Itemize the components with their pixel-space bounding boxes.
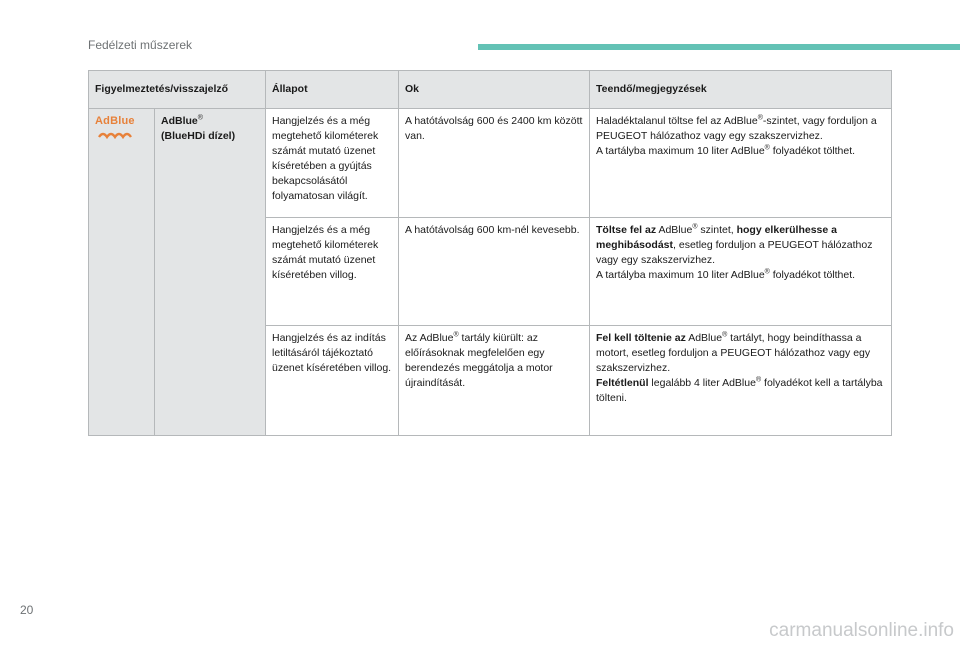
status-cell: Hangjelzés és a még megtehető kilométerek számát mutató üzenet kíséretében villog. <box>266 218 399 326</box>
wave-icon <box>95 131 135 139</box>
action-text-bold: Töltse fel az <box>596 224 657 236</box>
action-text: A tartályba maximum 10 liter AdBlue <box>596 269 765 281</box>
adblue-icon-label: AdBlue <box>95 115 135 127</box>
registered-mark: ® <box>197 114 203 122</box>
action-text: AdBlue <box>656 224 693 236</box>
action-text: szintet, <box>697 224 737 236</box>
adblue-warning-icon <box>95 114 135 144</box>
indicator-name: AdBlue <box>161 115 198 127</box>
registered-mark: ® <box>453 331 459 339</box>
action-cell <box>590 109 892 218</box>
section-title: Fedélzeti műszerek <box>88 38 193 52</box>
action-text: folyadékot tölthet. <box>769 145 856 157</box>
column-header-action: Teendő/megjegyzések <box>590 71 892 109</box>
page-number: 20 <box>20 603 34 617</box>
cause-text: tartály kiürült: az előírásoknak megfelelően egy berendezés meggátolja a motor újraindítását. <box>405 332 553 389</box>
indicator-name-cell <box>155 109 266 436</box>
section-accent-bar <box>478 44 960 50</box>
column-header-status: Állapot <box>266 71 399 109</box>
action-text: A tartályba maximum 10 liter AdBlue <box>596 145 765 157</box>
action-text: Haladéktalanul töltse fel az AdBlue <box>596 115 758 127</box>
indicator-name-suffix: (BlueHDi dízel) <box>161 130 236 142</box>
column-header-cause: Ok <box>399 71 590 109</box>
registered-mark: ® <box>764 144 770 152</box>
action-cell <box>590 326 892 436</box>
registered-mark: ® <box>757 114 763 122</box>
action-text: folyadékot tölthet. <box>769 269 856 281</box>
cause-cell <box>399 326 590 436</box>
status-cell: Hangjelzés és az indítás letiltásáról tájékoztató üzenet kíséretében villog. <box>266 326 399 436</box>
table-header-row <box>89 71 892 109</box>
registered-mark: ® <box>755 376 762 384</box>
action-text: tartályt, hogy beindíthassa a motort, esetleg forduljon a PEUGEOT hálózathoz vagy egy szakszervizhez. <box>596 332 871 374</box>
action-text: , esetleg forduljon a PEUGEOT hálózathoz vagy egy szakszervizhez. <box>596 239 873 266</box>
action-text: legalább 4 liter AdBlue <box>648 377 756 389</box>
registered-mark: ® <box>722 331 728 339</box>
action-text-bold: Feltétlenül <box>596 377 649 389</box>
cause-cell: A hatótávolság 600 km-nél kevesebb. <box>399 218 590 326</box>
action-text: folyadékot kell a tartályba tölteni. <box>596 377 883 404</box>
action-text: AdBlue <box>685 332 723 344</box>
cause-text: Az AdBlue <box>405 332 454 344</box>
action-text-bold: Fel kell töltenie az <box>596 332 686 344</box>
action-text: -szintet, vagy forduljon a PEUGEOT hálózathoz vagy egy szakszervizhez. <box>596 115 877 142</box>
column-header-indicator: Figyelmeztetés/visszajelző <box>89 71 266 109</box>
registered-mark: ® <box>764 268 770 276</box>
warning-table <box>88 70 892 436</box>
table-row <box>89 109 892 218</box>
watermark: carmanualsonline.info <box>769 620 954 641</box>
indicator-icon-cell <box>89 109 155 436</box>
action-text-bold: hogy elkerülhesse a meghibásodást <box>596 224 837 251</box>
registered-mark: ® <box>692 223 698 231</box>
action-cell <box>590 218 892 326</box>
status-cell: Hangjelzés és a még megtehető kilométerek számát mutató üzenet kíséretében a gyújtás bekapcsolásától folyamatosan világít. <box>266 109 399 218</box>
cause-cell: A hatótávolság 600 és 2400 km között van. <box>399 109 590 218</box>
